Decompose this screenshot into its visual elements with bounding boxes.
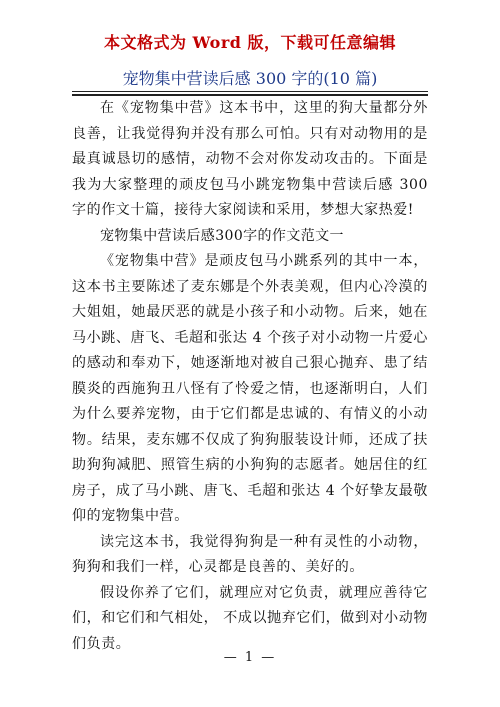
page-number: — 1 — [223,650,277,665]
intro-paragraph: 在《宠物集中营》这本书中，这里的狗大量都分外良善，让我觉得狗并没有那么可怕。只有对动物用的是最真诚恳切的感情，动物不会对你发动攻击的。下面是我为大家整理的顽皮包马小跳宠物集中营读后感 300 字的作文十篇，接待大家阅读和采用，梦想大家热爱! [72,100,428,218]
document-title: 宠物集中营读后感 300 字的(10 篇) [122,69,378,88]
editable-banner: 本文格式为 Word 版，下载可任意编辑 [103,33,397,52]
body-paragraph: 读完这本书，我觉得狗狗是一种有灵性的小动物，狗狗和我们一样，心灵都是良善的、美好的。 [72,533,428,575]
document-body [72,96,428,657]
section-heading: 宠物集中营读后感300字的作文范文一 [100,227,344,244]
body-paragraph: 假设你养了它们，就理应对它负责，就理应善待它们，和它们和气相处， 不成以抛弃它们，做到对小动物们负责。 [72,584,428,652]
title-rule-thin [72,91,428,92]
body-paragraph: 《宠物集中营》是顽皮包马小跳系列的其中一本，这本书主要陈述了麦东娜是个外表美观，但内心冷漠的大姐姐，她最厌恶的就是小孩子和小动物。后来，她在马小跳、唐飞、毛超和张达 4 个孩子对小动物一片爱心的感动和奉劝下，她逐渐地对被自己狠心抛弃、患了结膜炎的西施狗丑八怪有了怜爱之情，也逐渐明白，人们为什么要养宠物，由于它们都是忠诚的、有情义的小动物。结果，麦东娜不仅成了狗狗服装设计师，还成了扶助狗狗减肥、照管生病的小狗狗的志愿者。她居住的红房子，成了马小跳、唐飞、毛超和张达 4 个好挚友最敬仰的宠物集中营。 [72,253,428,524]
